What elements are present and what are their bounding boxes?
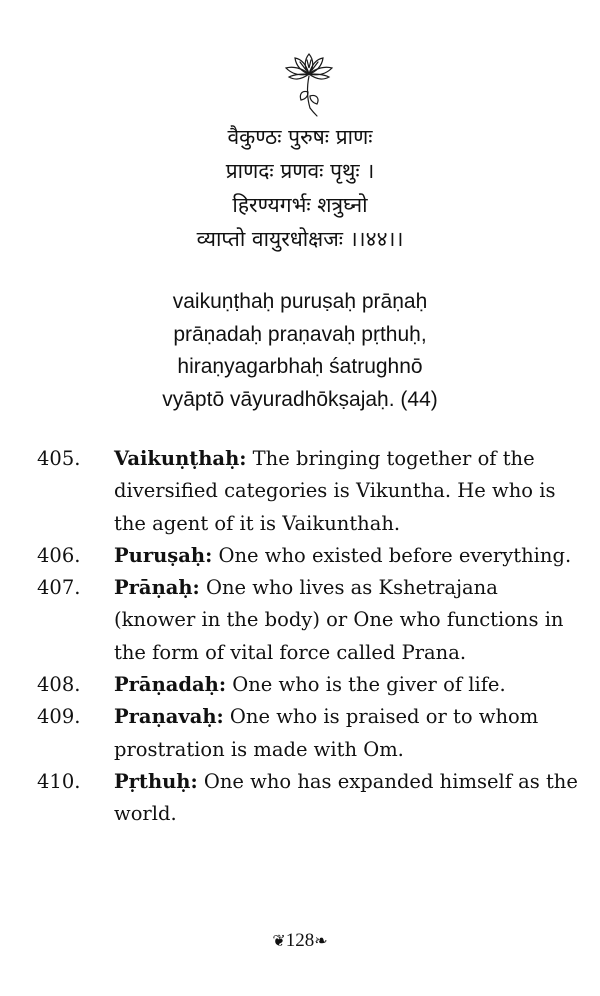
glossary-entry [0, 701, 600, 766]
entry-number: 405. [37, 447, 81, 470]
entry-number: 410. [37, 769, 81, 793]
entry-term: Puruṣaḥ: [114, 543, 213, 567]
entry-number: 408. [37, 673, 81, 697]
page-number [0, 928, 600, 955]
verse-transliteration [0, 286, 600, 416]
entry-text: One who has expanded himself as the [197, 769, 578, 793]
entry-text: One who is the giver of life. [226, 673, 506, 697]
leaf-left-icon: ❦ [272, 933, 286, 950]
page-number-text: 128 [285, 930, 315, 951]
transliteration-line: hiraṇyagarbhaḥ śatrughnō [177, 355, 423, 378]
entry-text: prostration is made with Om. [114, 737, 404, 761]
transliteration-line: vyāptō vāyuradhōkṣajaḥ. (44) [162, 387, 438, 411]
transliteration-line: prāṇadaḥ praṇavaḥ pṛthuḥ, [173, 322, 427, 346]
glossary-entry [0, 443, 600, 540]
glossary-entry [0, 669, 600, 701]
entry-term: Prāṇadaḥ: [114, 673, 227, 697]
entry-text: the form of vital force called Prana. [114, 640, 467, 664]
leaf-right-icon: ❧ [314, 933, 328, 950]
devanagari-line: व्याप्तो वायुरधोक्षजः ।।४४।। [196, 227, 404, 251]
entry-text: One who existed before everything. [212, 543, 572, 567]
entry-text: (knower in the body) or One who functions in [114, 608, 564, 632]
entry-text: world. [114, 802, 177, 826]
glossary-entry [0, 540, 600, 572]
name-glossary [0, 443, 600, 831]
entry-number: 406. [37, 543, 81, 567]
entry-text: the agent of it is Vaikunthah. [114, 511, 401, 535]
glossary-entry [0, 766, 600, 831]
entry-term: Praṇavaḥ: [114, 705, 224, 729]
verse-devanagari [0, 120, 600, 256]
entry-number: 409. [37, 705, 81, 729]
devanagari-line: प्राणदः प्रणवः पृथुः । [225, 159, 375, 183]
entry-text: The bringing together of the [246, 447, 535, 470]
transliteration-line: vaikuṇṭhaḥ puruṣaḥ prāṇaḥ [172, 290, 428, 313]
glossary-entry [0, 572, 600, 669]
entry-number: 407. [37, 576, 81, 600]
entry-text: One who is praised or to whom [223, 705, 539, 729]
devanagari-line: वैकुण्ठः पुरुषः प्राणः [227, 125, 373, 149]
entry-text: diversified categories is Vikuntha. He who is [114, 479, 556, 503]
entry-term: Vaikuṇṭhaḥ: [114, 447, 247, 470]
entry-term: Prāṇaḥ: [114, 576, 200, 600]
lotus-icon [280, 46, 338, 118]
entry-text: One who lives as Kshetrajana [199, 576, 498, 600]
entry-term: Pṛthuḥ: [114, 769, 198, 793]
devanagari-line: हिरण्यगर्भः शत्रुघ्नो [232, 193, 368, 217]
